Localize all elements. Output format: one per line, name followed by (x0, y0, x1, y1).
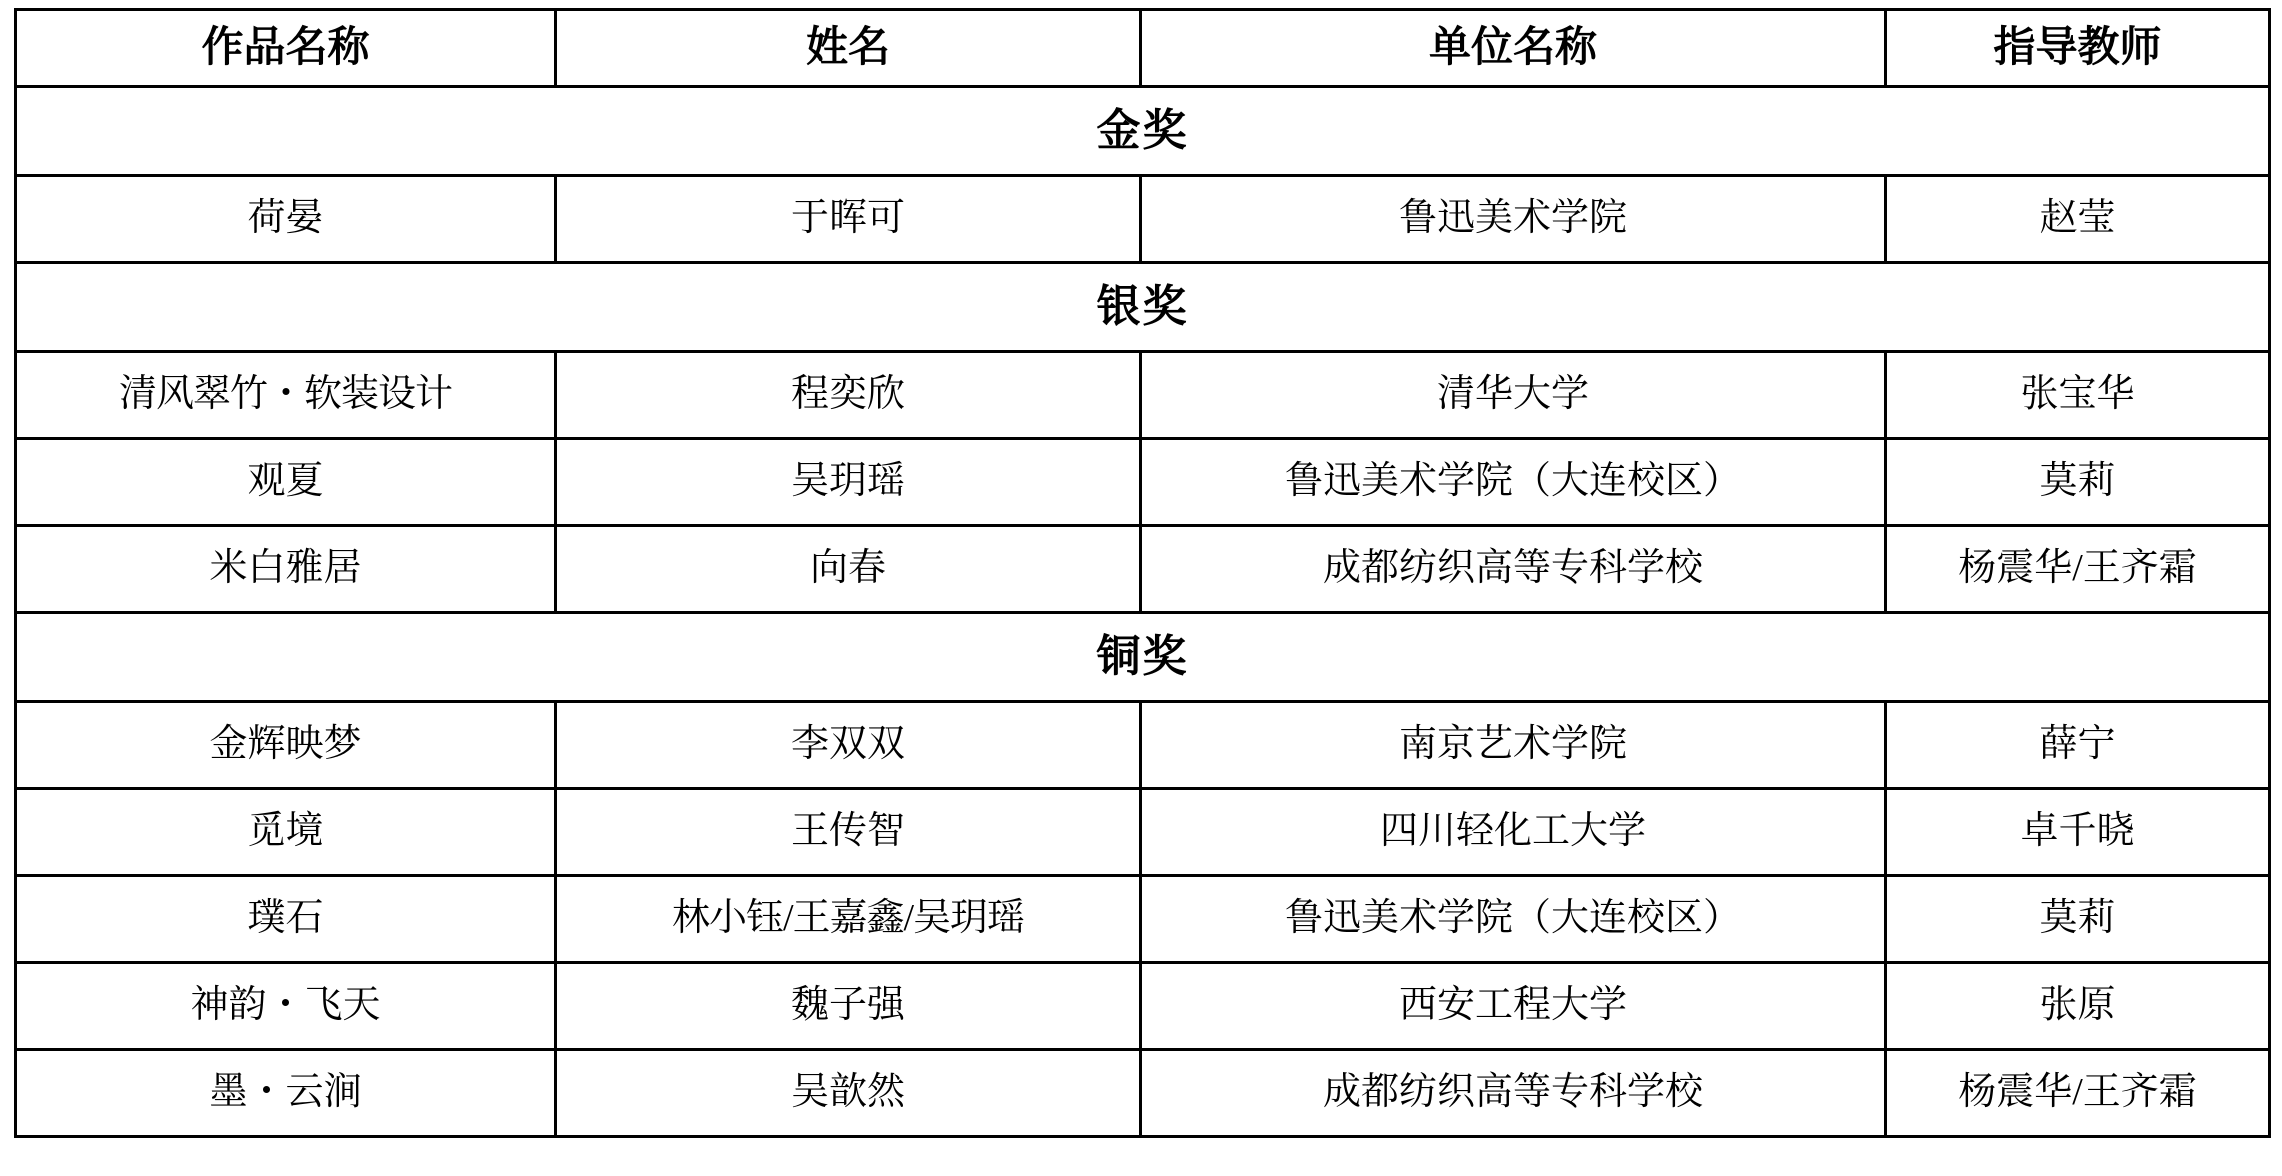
table-row (16, 876, 2270, 963)
cell-teacher: 杨震华/王齐霜 (1886, 1050, 2270, 1137)
table-row (16, 1050, 2270, 1137)
cell-work: 清风翠竹・软装设计 (16, 352, 556, 439)
cell-work: 墨・云涧 (16, 1050, 556, 1137)
cell-unit: 四川轻化工大学 (1141, 789, 1886, 876)
cell-name: 吴玥瑶 (556, 439, 1141, 526)
group-title-bronze: 铜奖 (16, 613, 2270, 702)
cell-teacher: 张原 (1886, 963, 2270, 1050)
table-row (16, 963, 2270, 1050)
cell-work: 金辉映梦 (16, 702, 556, 789)
table-row (16, 702, 2270, 789)
cell-teacher: 赵莹 (1886, 176, 2270, 263)
cell-name: 程奕欣 (556, 352, 1141, 439)
cell-work: 神韵・飞天 (16, 963, 556, 1050)
table-row (16, 176, 2270, 263)
group-title-silver: 银奖 (16, 263, 2270, 352)
award-results-table (14, 8, 2271, 1138)
cell-work: 璞石 (16, 876, 556, 963)
cell-unit: 鲁迅美术学院 (1141, 176, 1886, 263)
cell-unit: 鲁迅美术学院（大连校区） (1141, 439, 1886, 526)
cell-work: 荷晏 (16, 176, 556, 263)
column-header-teacher: 指导教师 (1886, 10, 2270, 87)
cell-teacher: 卓千晓 (1886, 789, 2270, 876)
group-header-row-gold (16, 87, 2270, 176)
cell-teacher: 杨震华/王齐霜 (1886, 526, 2270, 613)
cell-work: 觅境 (16, 789, 556, 876)
cell-work: 观夏 (16, 439, 556, 526)
cell-teacher: 莫莉 (1886, 876, 2270, 963)
cell-name: 林小钰/王嘉鑫/吴玥瑶 (556, 876, 1141, 963)
cell-teacher: 薛宁 (1886, 702, 2270, 789)
table-row (16, 789, 2270, 876)
cell-work: 米白雅居 (16, 526, 556, 613)
cell-teacher: 张宝华 (1886, 352, 2270, 439)
cell-name: 于晖可 (556, 176, 1141, 263)
column-header-name: 姓名 (556, 10, 1141, 87)
group-header-row-bronze (16, 613, 2270, 702)
table-row (16, 526, 2270, 613)
cell-unit: 清华大学 (1141, 352, 1886, 439)
group-title-gold: 金奖 (16, 87, 2270, 176)
cell-unit: 鲁迅美术学院（大连校区） (1141, 876, 1886, 963)
table-row (16, 439, 2270, 526)
cell-unit: 成都纺织高等专科学校 (1141, 1050, 1886, 1137)
table-header-row (16, 10, 2270, 87)
cell-name: 魏子强 (556, 963, 1141, 1050)
cell-name: 向春 (556, 526, 1141, 613)
cell-unit: 西安工程大学 (1141, 963, 1886, 1050)
cell-unit: 南京艺术学院 (1141, 702, 1886, 789)
cell-name: 吴歆然 (556, 1050, 1141, 1137)
table-row (16, 352, 2270, 439)
cell-teacher: 莫莉 (1886, 439, 2270, 526)
cell-unit: 成都纺织高等专科学校 (1141, 526, 1886, 613)
column-header-work: 作品名称 (16, 10, 556, 87)
column-header-unit: 单位名称 (1141, 10, 1886, 87)
group-header-row-silver (16, 263, 2270, 352)
cell-name: 李双双 (556, 702, 1141, 789)
cell-name: 王传智 (556, 789, 1141, 876)
